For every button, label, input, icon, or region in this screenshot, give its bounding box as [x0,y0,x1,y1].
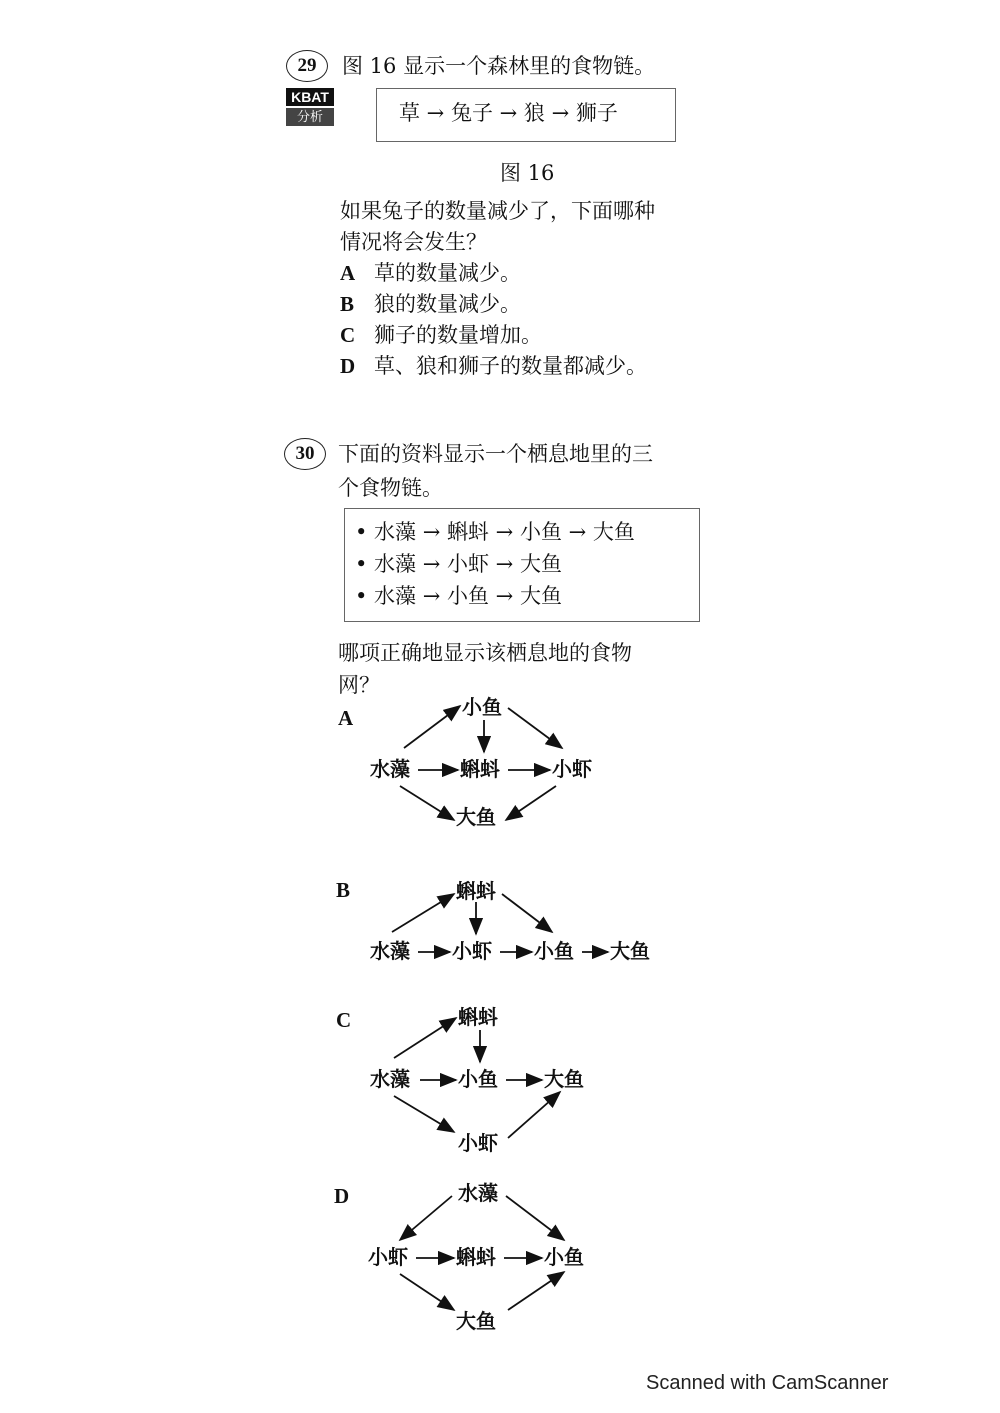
food-chains-box [344,508,700,622]
diagram-d-node-top: 水藻 [458,1181,498,1205]
diagram-d[interactable] [360,1176,620,1336]
figure-16-box [376,88,676,142]
diagram-d-node-right: 小鱼 [544,1245,584,1269]
q30-question-line2: 网？ [338,673,380,697]
q29-option-b[interactable] [340,288,521,320]
option-letter: B [340,292,355,316]
diagram-a[interactable] [360,690,620,830]
question-number-30: 30 [284,438,326,470]
diagram-c-node-left: 水藻 [370,1067,410,1091]
diagram-b[interactable] [360,872,680,972]
option-text: 狼的数量减少。 [374,292,521,316]
option-text: 狮子的数量增加。 [374,323,542,347]
diagram-a-node-bottom: 大鱼 [456,805,496,829]
q29-question-line1: 如果兔子的数量减少了，下面哪种 [340,199,655,223]
diagram-a-letter[interactable]: A [338,706,354,730]
q29-stem: 图 16 显示一个森林里的食物链。 [342,54,656,78]
q30-question-line1: 哪项正确地显示该栖息地的食物 [338,641,632,665]
diagram-c[interactable] [360,1000,620,1160]
food-chain-2: • 水藻 → 小虾 → 大鱼 [355,552,562,576]
q30-stem-line1: 下面的资料显示一个栖息地里的三 [338,442,653,466]
diagram-a-node-right: 小虾 [552,757,592,781]
diagram-d-letter[interactable]: D [334,1184,350,1208]
option-letter: C [340,323,356,347]
question-number-29: 29 [286,50,328,82]
diagram-b-letter[interactable]: B [336,878,351,902]
diagram-a-node-top: 小鱼 [462,695,502,719]
kbat-label: KBAT [286,88,334,106]
option-text: 草、狼和狮子的数量都减少。 [374,354,647,378]
diagram-d-node-left: 小虾 [368,1245,408,1269]
kbat-skill-label: 分析 [286,108,334,126]
camscanner-watermark: Scanned with CamScanner [646,1372,889,1394]
diagram-b-node-4: 大鱼 [610,939,650,963]
option-letter: A [340,261,356,285]
diagram-c-node-middle: 小鱼 [458,1067,498,1091]
kbat-badge [286,88,334,126]
diagram-c-node-bottom: 小虾 [458,1131,498,1155]
option-text: 草的数量减少。 [374,261,521,285]
diagram-c-letter[interactable]: C [336,1008,352,1032]
food-chain-1: • 水藻 → 蝌蚪 → 小鱼 → 大鱼 [355,520,635,544]
diagram-d-node-middle: 蝌蚪 [456,1245,496,1269]
diagram-a-node-left: 水藻 [370,757,410,781]
food-chain-3: • 水藻 → 小鱼 → 大鱼 [355,584,562,608]
q29-option-c[interactable] [340,319,542,351]
diagram-b-node-top: 蝌蚪 [456,879,496,903]
diagram-b-node-2: 小虾 [452,939,492,963]
food-chain-forest: 草 → 兔子 → 狼 → 狮子 [399,101,618,125]
figure-16-caption: 图 16 [500,161,555,185]
q29-option-d[interactable] [340,350,647,382]
diagram-c-node-right: 大鱼 [544,1067,584,1091]
q29-option-a[interactable] [340,257,521,289]
diagram-c-node-top: 蝌蚪 [458,1005,498,1029]
diagram-d-node-bottom: 大鱼 [456,1309,496,1333]
diagram-b-node-3: 小鱼 [534,939,574,963]
diagram-a-node-middle: 蝌蚪 [460,757,500,781]
option-letter: D [340,354,356,378]
diagram-b-node-1: 水藻 [370,939,410,963]
q29-question-line2: 情况将会发生？ [340,230,487,254]
q30-stem-line2: 个食物链。 [338,476,443,500]
